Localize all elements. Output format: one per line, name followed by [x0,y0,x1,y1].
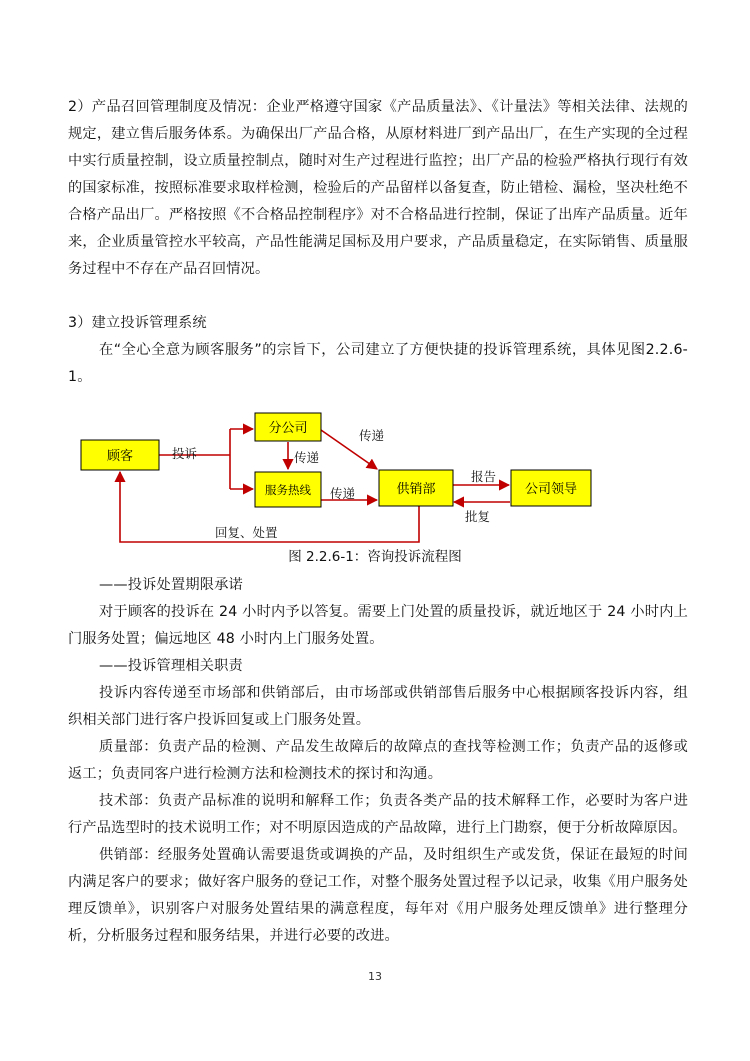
duties-paragraph-technical: 技术部：负责产品标准的说明和解释工作；负责各类产品的技术解释工作，必要时为客户进行产品选型时的技术说明工作；对不明原因造成的产品故障，进行上门勘察，便于分析故障原因。 [68,793,688,836]
node-hotline-label: 服务热线 [265,483,311,497]
node-branch [255,413,321,441]
node-branch-label: 分公司 [268,421,308,436]
label-approve: 批复 [465,509,491,524]
node-leadership [511,470,591,506]
label-branch-to-supply: 传递 [359,428,385,443]
recall-paragraph: 2）产品召回管理制度及情况：企业严格遵守国家《产品质量法》、《计量法》等相关法律、法规的规定，建立售后服务体系。为确保出厂产品合格，从原材料进厂到产品出厂，在生产实现的全过程中实行质量控制，设立质量控制点，随时对生产过程进行监控；出厂产品的检验严格执行现行有效的国家标准，按照标准要求取样检测，检验后的产品留样以备复查，防止错检、漏检，坚决杜绝不合格产品出厂。严格按照《不合格品控制程序》对不合格品进行控制，保证了出库产品质量。近年来，企业质量管控水平较高，产品性能满足国标及用户要求，产品质量稳定，在实际销售、质量服务过程中不存在产品召回情况。 [68,99,688,277]
period-title: ——投诉处置期限承诺 [99,577,243,593]
complaint-system-heading: 3）建立投诉管理系统 [68,315,207,331]
label-hotline-to-supply: 传递 [330,486,356,501]
complaint-system-intro: 在“全心全意为顾客服务”的宗旨下，公司建立了方便快捷的投诉管理系统，具体见图2.2.6-1。 [68,342,688,385]
page-number: 13 [368,970,382,983]
top-text-block [68,94,688,391]
complaint-flow-diagram [68,400,688,565]
label-complaint: 投诉 [172,446,198,461]
label-branch-to-hotline: 传递 [294,450,320,465]
duties-paragraph-1: 投诉内容传递至市场部和供销部后，由市场部或供销部售后服务中心根据顾客投诉内容，组织相关部门进行客户投诉回复或上门服务处置。 [68,685,688,728]
duties-title: ——投诉管理相关职责 [99,658,243,674]
node-customer-label: 顾客 [106,449,134,464]
node-leadership-label: 公司领导 [524,482,578,497]
node-supply-dept [379,470,453,506]
duties-paragraph-quality: 质量部：负责产品的检测、产品发生故障后的故障点的查找等检测工作；负责产品的返修或返工；负责同客户进行检测方法和检测技术的探讨和沟通。 [68,739,688,782]
duties-paragraph-supply: 供销部：经服务处置确认需要退货或调换的产品，及时组织生产或发货，保证在最短的时间内满足客户的要求；做好客户服务的登记工作，对整个服务处置过程予以记录，收集《用户服务处理反馈单》，识别客户对服务处置结果的满意程度，每年对《用户服务处理反馈单》进行整理分析，分析服务过程和服务结果，并进行必要的改进。 [68,847,688,944]
node-supply-dept-label: 供销部 [396,482,436,497]
node-customer [81,440,159,470]
figure-caption: 图 2.2.6-1：咨询投诉流程图 [288,549,462,565]
node-hotline [255,472,321,507]
period-text: 对于顾客的投诉在 24 小时内予以答复。需要上门处置的质量投诉，就近地区于 24 小时内上门服务处置；偏远地区 48 小时内上门服务处置。 [68,604,688,647]
bottom-text-block [68,572,688,950]
label-report: 报告 [471,469,497,484]
label-reply: 回复、处置 [215,525,278,540]
